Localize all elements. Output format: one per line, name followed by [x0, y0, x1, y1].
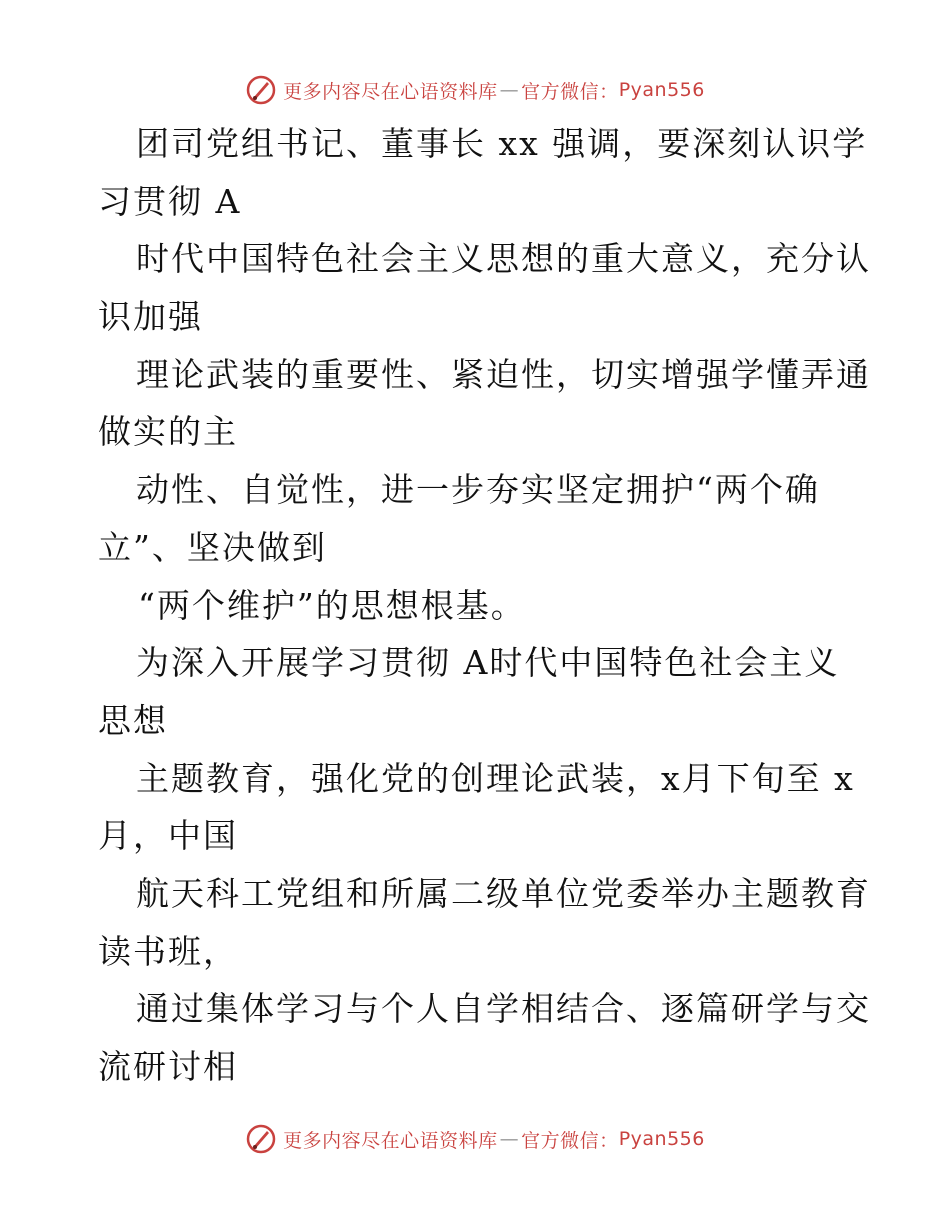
watermark-wechat-label: 官方微信：: [521, 80, 619, 103]
text-line: 理论武装的重要性、紧迫性，切实增强学懂弄通: [136, 354, 871, 394]
quill-logo-icon: [245, 74, 277, 106]
text-line: 月，中国: [98, 816, 238, 856]
text-line: 读书班，: [98, 931, 238, 971]
text-line: 主题教育，强化党的创理论武装，x月下旬至 x: [136, 758, 855, 798]
watermark-dash: —: [499, 1128, 520, 1150]
watermark-brand-text: 更多内容尽在心语资料库: [283, 1129, 498, 1152]
text-line: 习贯彻 A: [98, 181, 242, 221]
watermark-wechat-id: Pyan556: [618, 1128, 705, 1150]
text-line: 思想: [98, 700, 168, 740]
watermark-dash: —: [499, 79, 520, 101]
text-line: 动性、自觉性，进一步夯实坚定拥护“两个确: [136, 470, 820, 510]
watermark-brand-text: 更多内容尽在心语资料库: [283, 80, 498, 103]
text-line: 流研讨相: [98, 1047, 238, 1086]
quill-logo-icon: [245, 1123, 277, 1155]
text-line: 立”、坚决做到: [98, 527, 327, 567]
text-line: 时代中国特色社会主义思想的重大意义，充分认: [136, 239, 871, 279]
text-line: 识加强: [98, 297, 203, 337]
watermark-wechat-label: 官方微信：: [521, 1129, 619, 1152]
text-line: 团司党组书记、董事长 xx 强调，要深刻认识学: [136, 124, 868, 163]
header-watermark: [0, 70, 950, 110]
footer-watermark: [0, 1119, 950, 1159]
text-line: 做实的主: [98, 412, 238, 452]
watermark-wechat-id: Pyan556: [618, 79, 705, 101]
text-line: 航天科工党组和所属二级单位党委举办主题教育: [136, 873, 871, 913]
text-line: 为深入开展学习贯彻 A时代中国特色社会主义: [136, 643, 840, 683]
text-line: “两个维护”的思想根基。: [138, 585, 526, 625]
text-line: 通过集体学习与个人自学相结合、逐篇研学与交: [136, 989, 871, 1029]
document-body: [98, 115, 871, 1096]
